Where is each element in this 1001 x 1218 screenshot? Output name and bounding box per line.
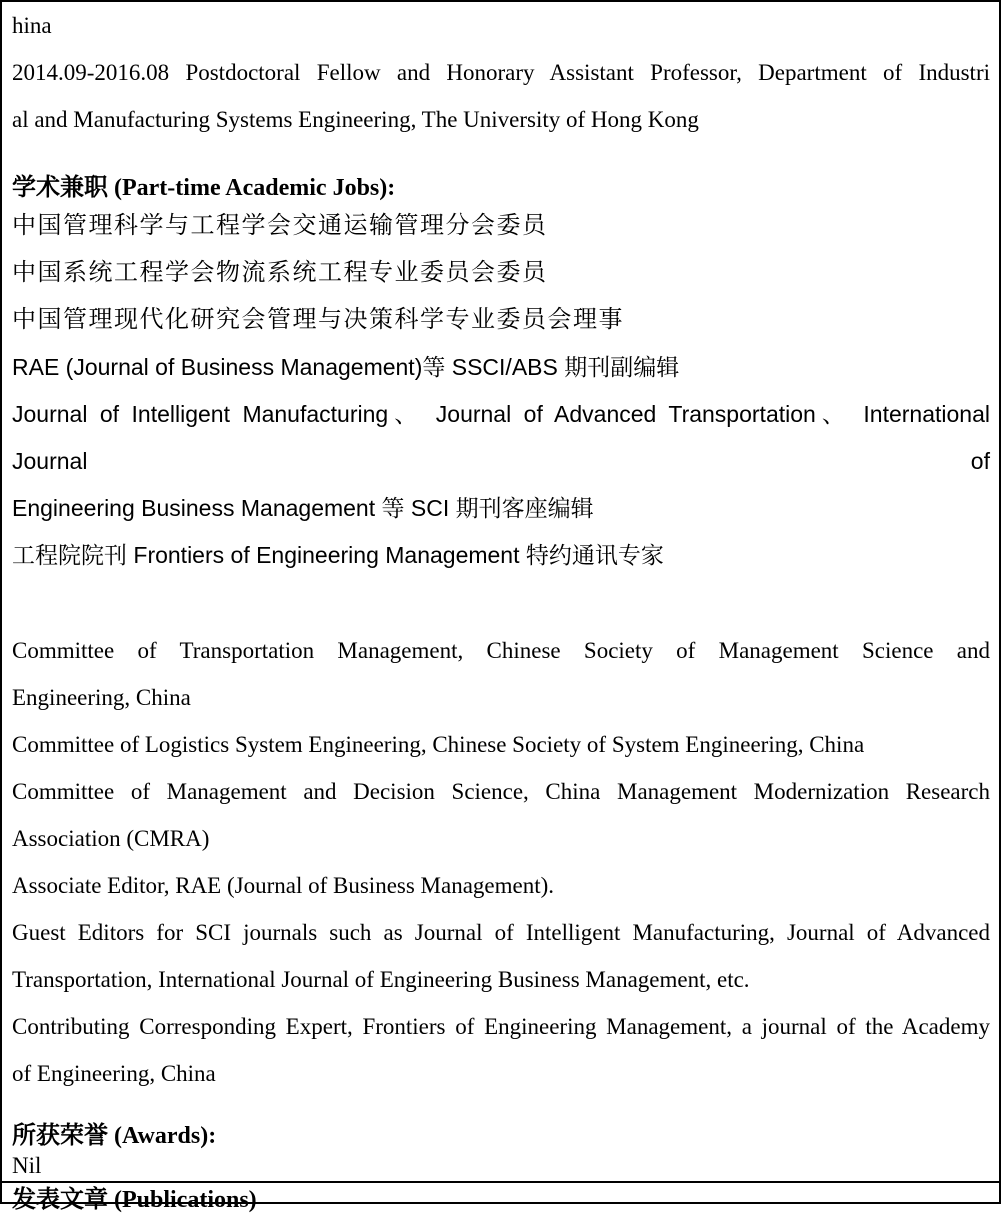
parttime-item-guest-editor-2: Engineering Business Management 等 SCI 期刊客座编辑 — [12, 495, 594, 521]
parttime-en-logistics: Committee of Logistics System Engineering, Chinese Society of System Engineering, China — [12, 732, 865, 757]
intro-line-postdoc-2: al and Manufacturing Systems Engineering, The University of Hong Kong — [12, 107, 699, 132]
parttime-en-cmra-2: Association (CMRA) — [12, 826, 210, 851]
parttime-item-cn-management: 中国管理现代化研究会管理与决策科学专业委员会理事 — [12, 307, 624, 333]
parttime-en-guest-editors-2: Transportation, International Journal of Engineering Business Management, etc. — [12, 967, 750, 992]
parttime-item-cn-transportation: 中国管理科学与工程学会交通运输管理分会委员 — [12, 213, 548, 239]
cv-main-table-cell — [2, 2, 999, 1181]
parttime-item-cn-logistics: 中国系统工程学会物流系统工程专业委员会委员 — [12, 260, 548, 286]
awards-value: Nil — [12, 1153, 42, 1178]
parttime-en-cmra-1: Committee of Management and Decision Science, China Management Modernization Research — [12, 779, 990, 804]
parttime-en-associate-editor: Associate Editor, RAE (Journal of Business Management). — [12, 873, 555, 898]
parttime-en-transportation-1: Committee of Transportation Management, Chinese Society of Management Science and — [12, 638, 990, 663]
section-heading-parttime-jobs: 学术兼职 (Part-time Academic Jobs): — [12, 175, 396, 201]
parttime-item-rae-editor: RAE (Journal of Business Management)等 SSCI/ABS 期刊副编辑 — [12, 354, 680, 380]
parttime-en-transportation-2: Engineering, China — [12, 685, 191, 710]
parttime-item-guest-editor-1: Journal of Intelligent Manufacturing、 Journal of Advanced Transportation、 International Journal of — [12, 401, 990, 474]
publications-table-row — [2, 1181, 999, 1218]
section-heading-publications: 发表文章 (Publications) — [12, 1187, 257, 1213]
parttime-english-block — [12, 627, 990, 1097]
parttime-en-contributing-2: of Engineering, China — [12, 1061, 216, 1086]
intro-line-china-fragment: hina — [12, 13, 52, 38]
parttime-en-contributing-1: Contributing Corresponding Expert, Frontiers of Engineering Management, a journal of the Academy — [12, 1014, 990, 1039]
intro-line-postdoc-1: 2014.09-2016.08 Postdoctoral Fellow and Honorary Assistant Professor, Department of Industri — [12, 60, 990, 85]
parttime-en-guest-editors-1: Guest Editors for SCI journals such as Journal of Intelligent Manufacturing, Journal of Advanced — [12, 920, 990, 945]
parttime-item-fem-expert: 工程院院刊 Frontiers of Engineering Management 特约通讯专家 — [12, 542, 664, 568]
section-heading-awards: 所获荣誉 (Awards): — [12, 1123, 217, 1149]
